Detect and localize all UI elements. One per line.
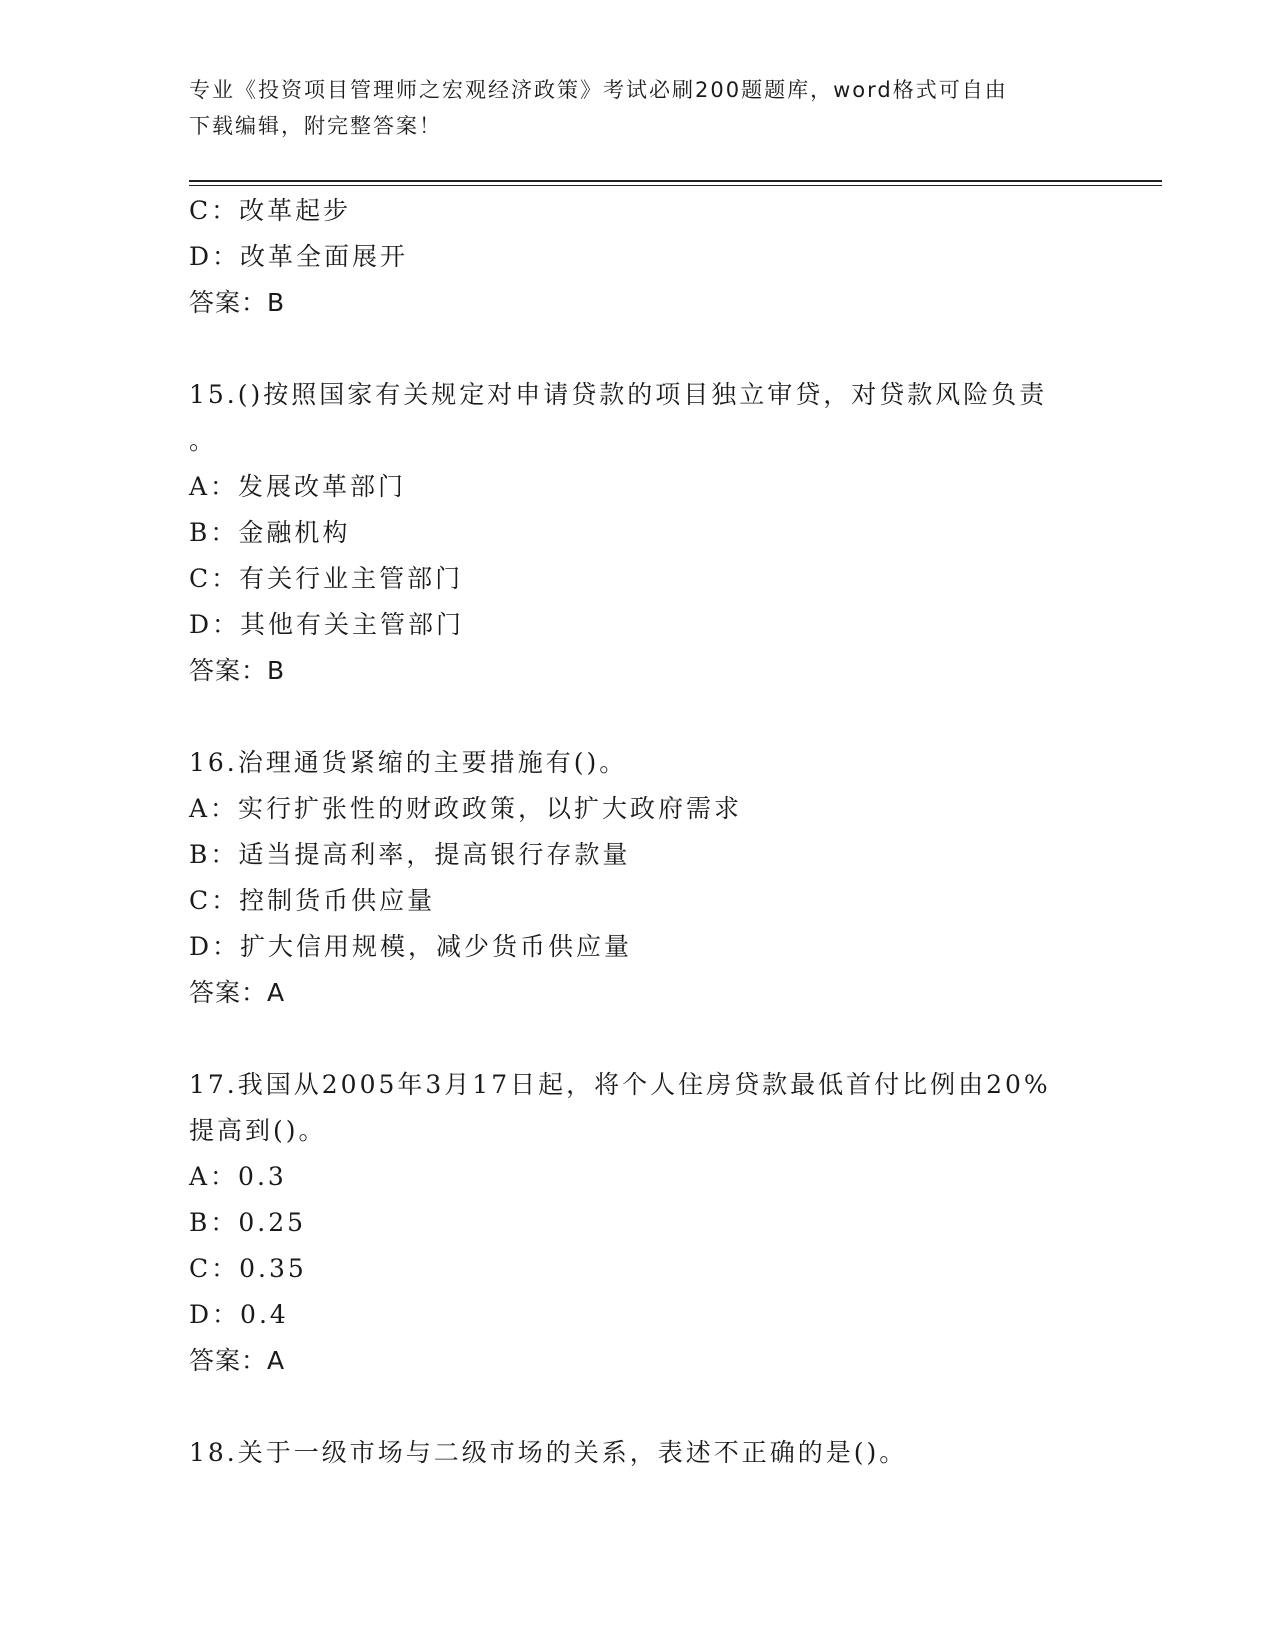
option-d: D：0.4: [189, 1300, 289, 1329]
option-b: B：适当提高利率，提高银行存款量: [189, 840, 631, 869]
question-15: [189, 372, 1089, 694]
prev-question-block: [189, 188, 1089, 326]
question-title-continued: 提高到()。: [189, 1116, 327, 1145]
option-c: C：有关行业主管部门: [189, 564, 464, 593]
spacer: [189, 1384, 1089, 1430]
question-title: 16.治理通货紧缩的主要措施有()。: [189, 748, 628, 777]
document-header: [189, 72, 1089, 144]
option-b: B：金融机构: [189, 518, 351, 547]
question-title: 15.()按照国家有关规定对申请贷款的项目独立审贷，对贷款风险负责: [189, 380, 1048, 409]
answer-line: 答案：A: [189, 978, 286, 1007]
option-a: A：0.3: [189, 1162, 287, 1191]
question-18: [189, 1430, 1089, 1476]
option-c: C：控制货币供应量: [189, 886, 436, 915]
header-title-line-2: 下载编辑，附完整答案！: [189, 114, 442, 138]
header-divider-thick: [189, 180, 1162, 182]
answer-line: 答案：B: [189, 288, 286, 317]
spacer: [189, 326, 1089, 372]
option-a: A：发展改革部门: [189, 472, 407, 501]
spacer: [189, 1016, 1089, 1062]
question-title: 18.关于一级市场与二级市场的关系，表述不正确的是()。: [189, 1438, 908, 1467]
question-16: [189, 740, 1089, 1016]
answer-line: 答案：A: [189, 1346, 286, 1375]
question-title: 17.我国从2005年3月17日起，将个人住房贷款最低首付比例由20%: [189, 1070, 1051, 1099]
option-d: D：扩大信用规模，减少货币供应量: [189, 932, 633, 961]
option-c: C：0.35: [189, 1254, 307, 1283]
question-content: [189, 188, 1089, 1476]
option-d: D：其他有关主管部门: [189, 610, 465, 639]
header-divider-thin: [189, 185, 1162, 186]
option-d: D：改革全面展开: [189, 242, 409, 271]
question-17: [189, 1062, 1089, 1384]
option-c: C：改革起步: [189, 196, 352, 225]
option-b: B：0.25: [189, 1208, 307, 1237]
answer-line: 答案：B: [189, 656, 286, 685]
spacer: [189, 694, 1089, 740]
option-a: A：实行扩张性的财政政策，以扩大政府需求: [189, 794, 743, 823]
question-title-continued: 。: [189, 426, 218, 455]
header-title-line-1: 专业《投资项目管理师之宏观经济政策》考试必刷200题题库，word格式可自由: [189, 78, 1008, 102]
